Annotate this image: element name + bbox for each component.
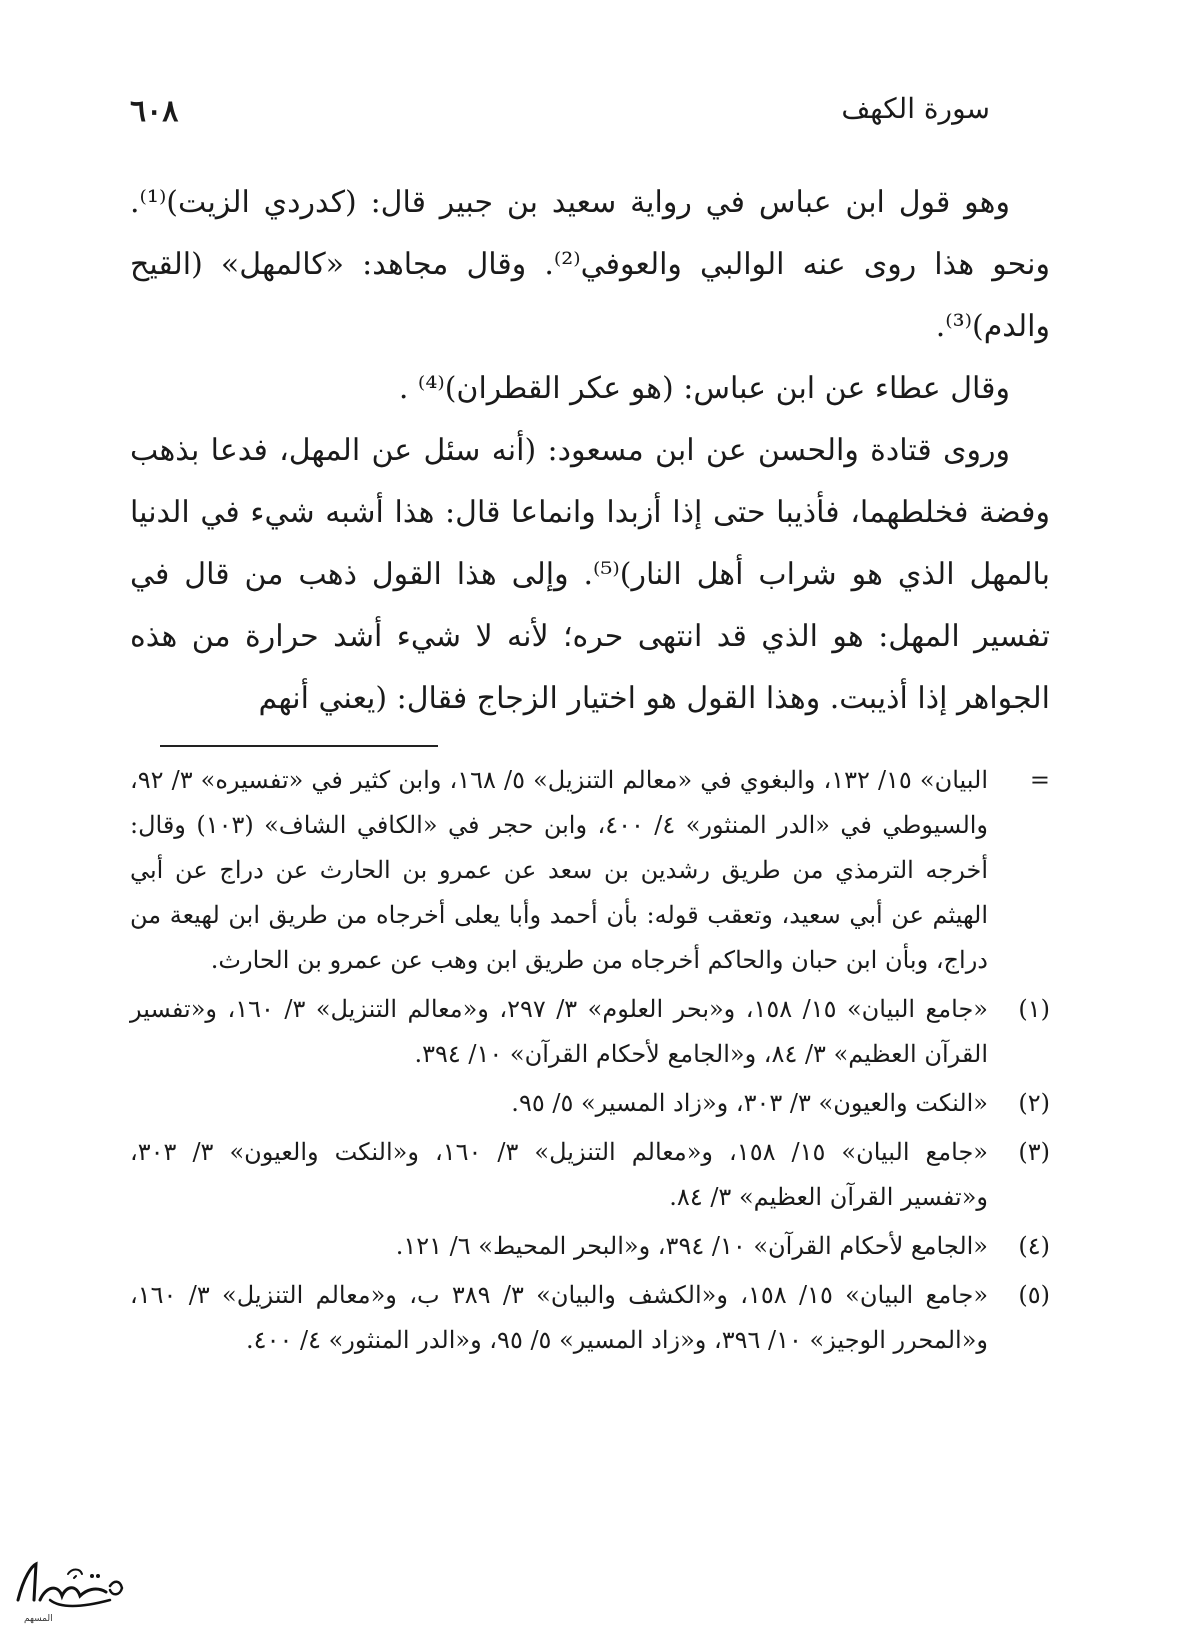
footnote-marker: (٤) (1018, 1232, 1050, 1260)
footnote-marker: = (1029, 766, 1050, 794)
running-title: سورة الكهف (841, 92, 990, 125)
footnote-marker: (٢) (1018, 1089, 1050, 1117)
footnote-item (130, 987, 1050, 1077)
paragraph: وروى قتادة والحسن عن ابن مسعود: (أنه سئل عن المهل، فدعا بذهب وفضة فخلطهما، فأذيبا حتى إذا أزبدا وانماعا قال: هذا أشبه شيء في الدنيا بالمهل الذي هو شراب أهل النار)⁽⁵⁾. وإلى هذا القول ذهب من قال في تفسير المهل: هو الذي قد انتهى حره؛ لأنه لا شيء أشد حرارة من هذه الجواهر إذا أذيبت. وهذا القول هو اختيار الزجاج فقال: (يعني أنهم (130, 433, 1050, 716)
footnote-item (130, 1130, 1050, 1220)
footnote-item (130, 1224, 1050, 1269)
footnote-marker: (٣) (1018, 1138, 1050, 1166)
footnote-separator (160, 745, 438, 747)
footnote-text: «جامع البيان» ١٥/ ١٥٨، و«بحر العلوم» ٣/ ٢٩٧، و«معالم التنزيل» ٣/ ١٦٠، و«تفسير القرآن العظيم» ٣/ ٨٤، و«الجامع لأحكام القرآن» ١٠/ ٣٩٤. (130, 995, 988, 1068)
calligraphy-mark-icon (10, 1556, 128, 1616)
main-text (130, 172, 1050, 730)
footnote-marker: (٥) (1018, 1281, 1050, 1309)
publisher-logo-icon (10, 1556, 128, 1626)
footnote-text: «جامع البيان» ١٥/ ١٥٨، و«معالم التنزيل» ٣/ ١٦٠، و«النكت والعيون» ٣/ ٣٠٣، و«تفسير القرآن العظيم» ٣/ ٨٤. (130, 1138, 988, 1211)
footnote-text: «الجامع لأحكام القرآن» ١٠/ ٣٩٤، و«البحر المحيط» ٦/ ١٢١. (395, 1232, 988, 1260)
page-number: ٦٠٨ (130, 94, 179, 129)
footnotes (130, 758, 1050, 1367)
footnote-text: «جامع البيان» ١٥/ ١٥٨، و«الكشف والبيان» ٣/ ٣٨٩ ب، و«معالم التنزيل» ٣/ ١٦٠، و«المحرر الوجيز» ١٠/ ٣٩٦، و«زاد المسير» ٥/ ٩٥، و«الدر المنثور» ٤/ ٤٠٠. (130, 1281, 989, 1354)
page-header (130, 92, 990, 132)
footnote-text: البيان» ١٥/ ١٣٢، والبغوي في «معالم التنزيل» ٥/ ١٦٨، وابن كثير في «تفسيره» ٣/ ٩٢، والسيوطي في «الدر المنثور» ٤/ ٤٠٠، وابن حجر في «الكافي الشاف» (١٠٣) وقال: أخرجه الترمذي من طريق رشدين بن سعد عن عمرو بن الحارث عن دراج عن أبي الهيثم عن أبي سعيد، وتعقب قوله: بأن أحمد وأبا يعلى أخرجاه من طريق ابن لهيعة من دراج، وبأن ابن حبان والحاكم أخرجاه من طريق ابن وهب عن عمرو بن الحارث. (130, 766, 989, 974)
footnote-text: «النكت والعيون» ٣/ ٣٠٣، و«زاد المسير» ٥/ ٩٥. (511, 1089, 988, 1117)
paragraph: وهو قول ابن عباس في رواية سعيد بن جبير قال: (كدردي الزيت)⁽¹⁾. ونحو هذا روى عنه الوالبي والعوفي⁽²⁾. وقال مجاهد: «كالمهل» (القيح والدم)⁽³⁾. (130, 185, 1050, 344)
paragraph: وقال عطاء عن ابن عباس: (هو عكر القطران)⁽⁴⁾ . (398, 371, 1010, 406)
footnote-item (130, 1273, 1050, 1363)
footnote-item (130, 758, 1050, 983)
logo-caption: المسهم (24, 1614, 53, 1624)
footnote-marker: (١) (1018, 995, 1050, 1023)
footnote-item (130, 1081, 1050, 1126)
